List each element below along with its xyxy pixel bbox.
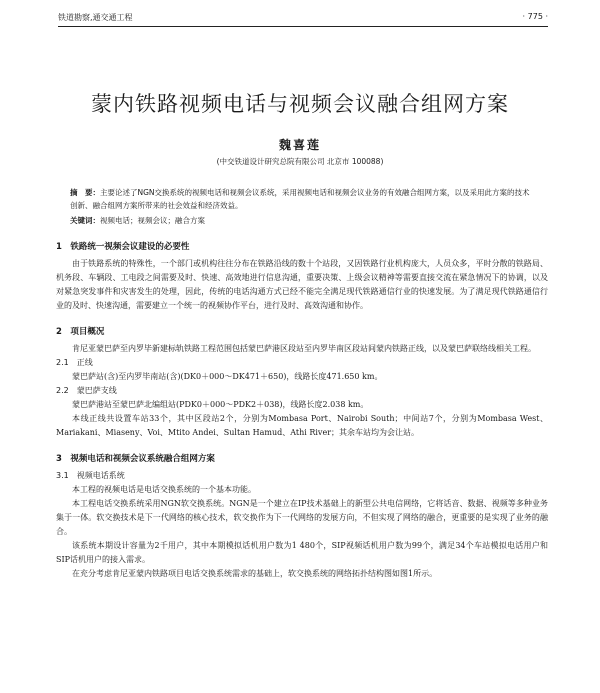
author: 魏喜莲 [278,138,321,152]
paragraph: 肯尼亚蒙巴萨至内罗毕新建标轨铁路工程范围包括蒙巴萨港区段站至内罗毕南区段站间蒙内铁路正线，以及蒙巴萨联络线相关工程。 [72,344,536,353]
paragraph: 本工程电话交换系统采用NGN软交换系统。NGN是一个建立在IP技术基础上的新型公共电信网络，它将话音、数据、视频等多种业务集于一体。软交换技术是下一代网络的核心技术，软交换作为下一代网络的发展方向，不但实现了网络的融合，更重要的是实现了业务的融合。 [56,499,548,536]
paragraph: 由于铁路系统的特殊性，一个部门或机构往往分布在铁路沿线的数十个站段，又因铁路行业机构庞大，人员众多，平时分散的铁路局、机务段、车辆段、工电段之间需要及时、快速、高效地进行信息沟通，重要决策、上级会议精神等需要直接交流在紧急情况下的协调，以及对紧急突发事件和灾害发生的处理，因此，传统的电话沟通方式已经不能完全满足现代铁路通信行业的快速发展。为了满足现代铁路通信行业的及时、快速沟通，需要建立一个统一的视频协作平台，进行及时、高效沟通和协作。 [56,259,548,310]
keywords: 视频电话；视频会议；融合方案 [100,216,205,225]
section-heading: 3 视频电话和视频会议系统融合组网方案 [56,454,215,464]
paragraph: 本线正线共设置车站33个，其中区段站2个，分别为Mombasa Port、Nairobi South；中间站7个，分别为Mombasa West、Mariakani、Miaseny、Voi、Mtito Andei、Sultan Hamud、Athi River；其余车站均为会让站。 [56,414,548,437]
abstract [70,186,530,227]
abstract-label: 摘 要： [70,188,100,197]
affiliation: (中交铁道设计研究总院有限公司 北京市 100088) [216,157,384,166]
running-head [58,12,548,27]
running-head-journal: 铁道勘察,通交通工程 [58,13,133,22]
paper-title: 蒙内铁路视频电话与视频会议融合组网方案 [91,92,509,116]
abstract-text: 主要论述了NGN交换系统的视频电话和视频会议系统，采用视频电话和视频会议业务的有效融合组网方案，以及采用此方案的技术创新、融合组网方案所带来的社会效益和经济效益。 [70,188,530,210]
paragraph: 蒙巴萨站(含)至内罗毕南站(含)(DK0＋000～DK471＋650)，线路长度471.650 km。 [72,372,383,381]
keywords-label: 关键词： [70,216,100,225]
body [56,240,548,581]
paragraph: 蒙巴萨港站至蒙巴萨北编组站(PDK0＋000～PDK2＋038)，线路长度2.038 km。 [72,400,369,409]
section-heading: 1 铁路统一视频会议建设的必要性 [56,242,190,252]
paragraph: 本工程的视频电话是电话交换系统的一个基本功能。 [72,485,256,494]
paragraph: 该系统本期设计容量为2千用户，其中本期模拟话机用户数为1 480个，SIP视频话机用户数为99个，满足34个车站模拟电话用户和SIP话机用户的接入需求。 [56,541,548,564]
paragraph: 在充分考虑肯尼亚蒙内铁路项目电话交换系统需求的基础上，软交换系统的网络拓扑结构图如图1所示。 [72,569,438,578]
subsection-heading: 2.1 正线 [56,358,93,367]
subsection-heading: 3.1 视频电话系统 [56,471,125,480]
subsection-heading: 2.2 蒙巴萨支线 [56,386,117,395]
page-number: · 775 · [522,12,548,21]
section-heading: 2 项目概况 [56,327,105,337]
